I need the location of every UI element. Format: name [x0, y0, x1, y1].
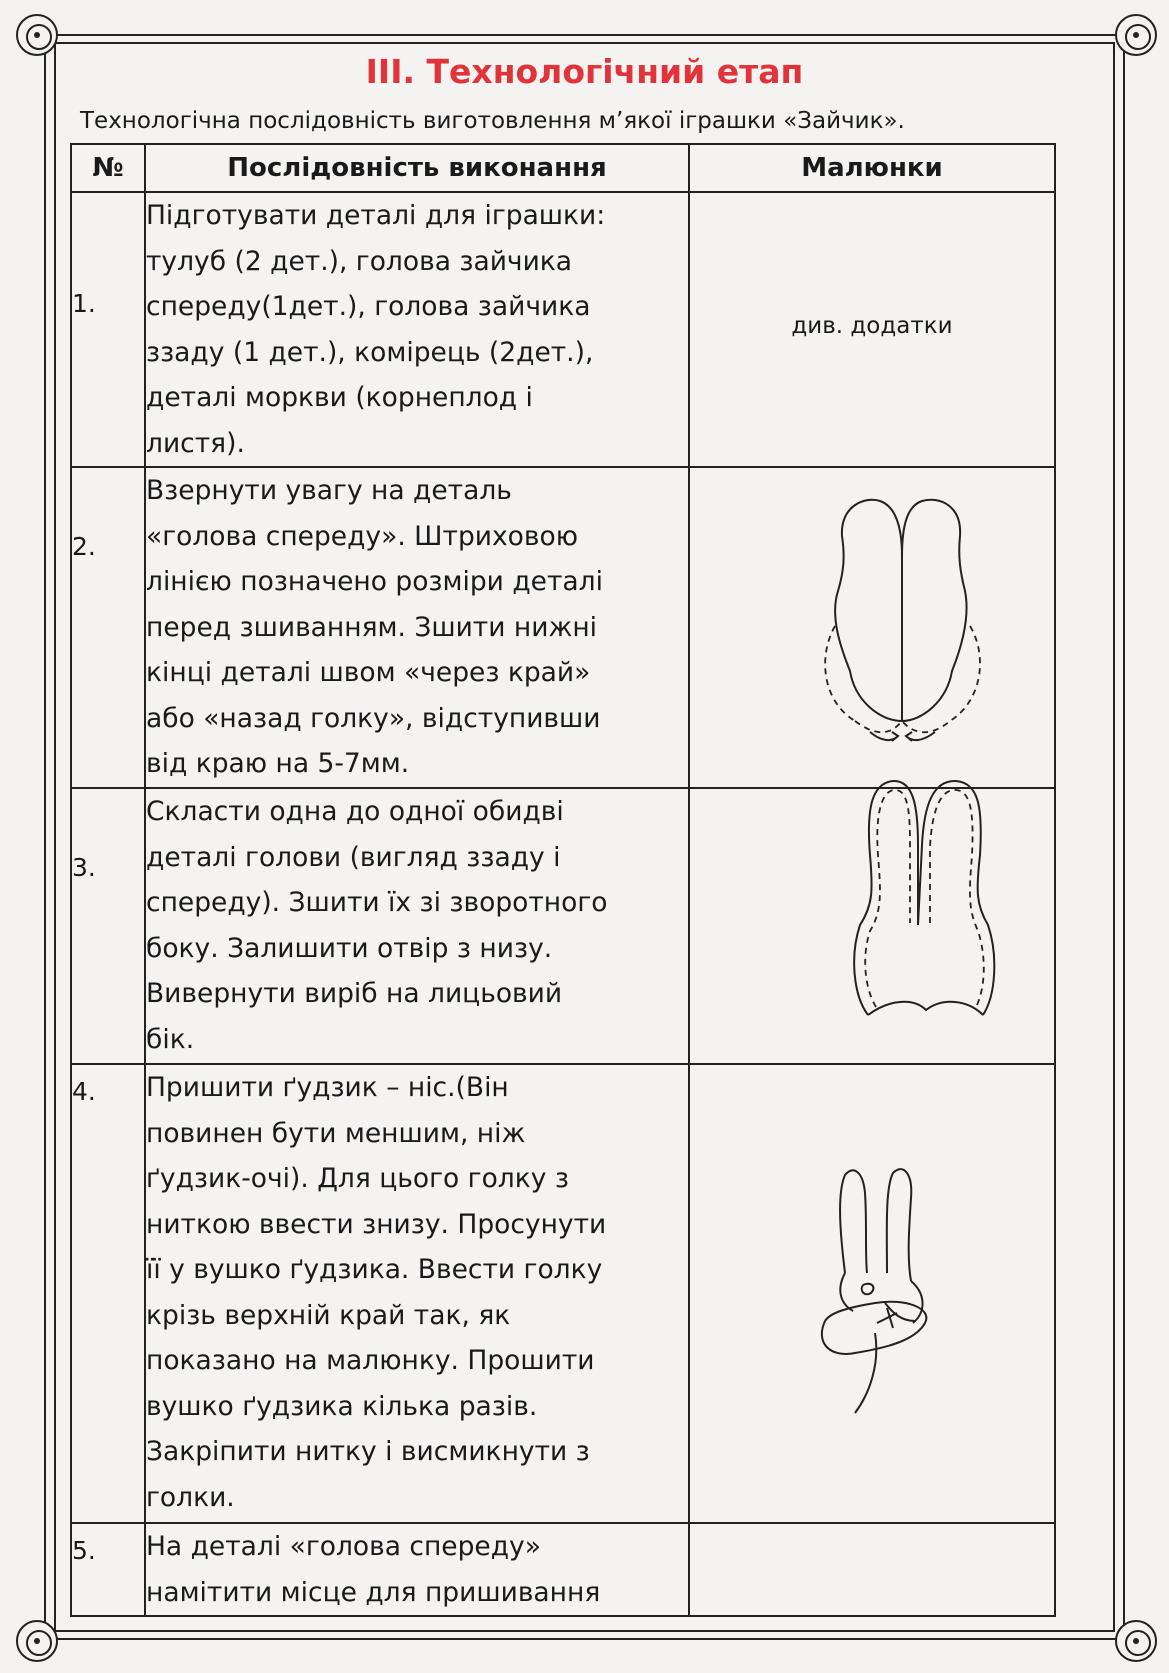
step-number: 5. [71, 1523, 145, 1616]
step-picture-cell [689, 192, 1055, 467]
step-number: 1. [71, 192, 145, 467]
step-line: або «назад голку», відступивши [146, 702, 601, 734]
step-picture-cell [689, 1064, 1055, 1523]
bunny-button-nose-sketch-icon [815, 1163, 965, 1423]
step-line: Вивернути виріб на лицьовий [146, 978, 563, 1009]
step-line: вушко ґудзика кілька разів. [146, 1390, 538, 1422]
step-line: кінці деталі швом «через край» [146, 657, 591, 688]
step-picture-cell [689, 467, 1055, 788]
step-line: Закріпити нитку і висмикнути з [146, 1436, 590, 1467]
step-line: Пришити ґудзик – ніс.(Він [146, 1072, 509, 1103]
step-line: повинен бути меншим, ніж [146, 1117, 526, 1149]
step-line: бік. [146, 1023, 195, 1055]
step-picture-cell [689, 1523, 1055, 1616]
header-sequence: Послідовність виконання [145, 144, 689, 192]
bunny-head-sewn-sketch-icon [848, 775, 1008, 1025]
step-line: ґудзик-очі). Для цього голку з [146, 1163, 569, 1194]
table-row [71, 1064, 1055, 1523]
step-line: голки. [146, 1481, 235, 1513]
table-header-row [71, 144, 1055, 192]
step-line: Підготувати деталі для іграшки: [146, 200, 606, 231]
step-line: лінією позначено розміри деталі [146, 566, 603, 597]
table-row [71, 1523, 1055, 1616]
corner-ornament-icon [16, 14, 58, 56]
step-line: тулуб (2 дет.), голова зайчика [146, 245, 573, 277]
step-line: спереду(1дет.), голова зайчика [146, 291, 591, 322]
step-text [145, 192, 689, 467]
step-line: Взернути увагу на деталь [146, 475, 512, 506]
step-number: 2. [71, 467, 145, 788]
step-line: ниткою ввести знизу. Просунути [146, 1208, 607, 1240]
step-text [145, 467, 689, 788]
corner-ornament-icon [1115, 14, 1157, 56]
page-title: III. Технологічний етап [365, 52, 804, 91]
step-line: деталі моркви (корнеплод і [146, 382, 533, 413]
step-line: спереду). Зшити їх зі зворотного [146, 887, 608, 918]
step-line: «голова спереду». Штриховою [146, 520, 579, 552]
step-line: перед зшиванням. Зшити нижні [146, 611, 598, 643]
step-text [145, 1523, 689, 1616]
bunny-head-front-sketch-icon [810, 496, 1000, 766]
step-line: деталі голови (вигляд ззаду і [146, 841, 561, 873]
steps-table [70, 143, 1056, 1617]
header-pictures: Малюнки [689, 144, 1055, 192]
step-line: намітити місце для пришивання [146, 1576, 601, 1608]
step-picture-cell [689, 788, 1055, 1064]
step-number: 4. [71, 1064, 145, 1523]
table-row [71, 467, 1055, 788]
picture-note: див. додатки [791, 313, 953, 339]
step-text [145, 1064, 689, 1523]
header-number: № [71, 144, 145, 192]
table-row [71, 192, 1055, 467]
step-line: листя). [146, 427, 245, 459]
step-line: від краю на 5-7мм. [146, 748, 410, 779]
corner-ornament-icon [16, 1620, 58, 1662]
step-line: її у вушко ґудзика. Ввести голку [146, 1254, 603, 1285]
corner-ornament-icon [1115, 1620, 1157, 1662]
step-text [145, 788, 689, 1064]
step-line: показано на малюнку. Прошити [146, 1345, 595, 1376]
step-line: Скласти одна до одної обидві [146, 796, 564, 827]
step-line: крізь верхній край так, як [146, 1299, 511, 1331]
table-row [71, 788, 1055, 1064]
step-line: На деталі «голова спереду» [146, 1531, 541, 1562]
step-line: ззаду (1 дет.), комірець (2дет.), [146, 336, 594, 368]
step-number: 3. [71, 788, 145, 1064]
step-line: боку. Залишити отвір з низу. [146, 932, 553, 964]
page-subtitle: Технологічна послідовність виготовлення м’якої іграшки «Зайчик». [80, 108, 905, 134]
